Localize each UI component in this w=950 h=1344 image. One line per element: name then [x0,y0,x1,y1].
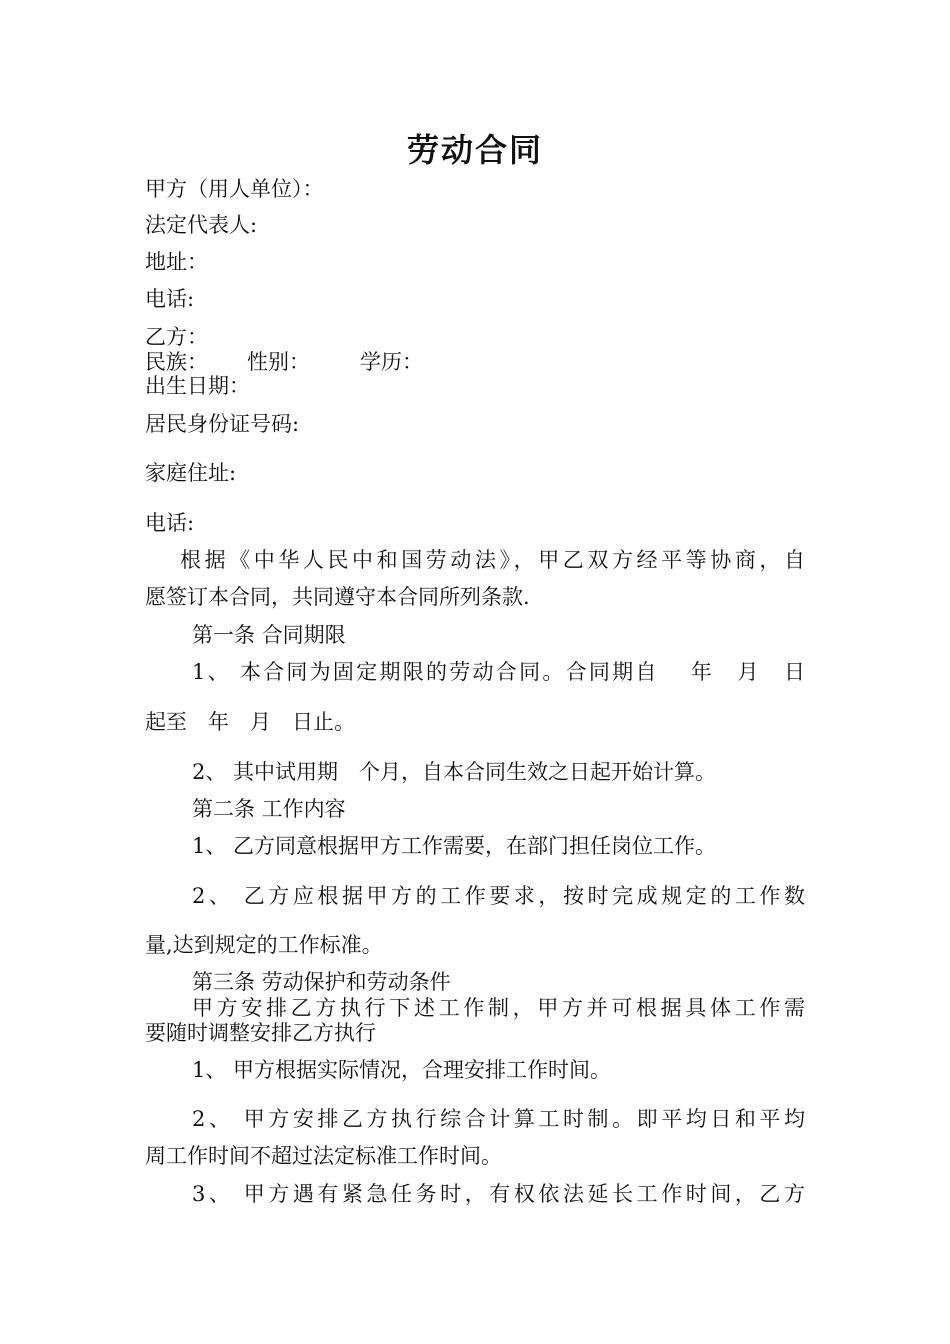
gender-field: 性别： [247,350,310,374]
article-3-item-1: 1、 甲方根据实际情况，合理安排工作时间。 [192,1058,612,1082]
article-1-item-1-line-1: 1、 本合同为固定期限的劳动合同。合同期自 年 月 日 [192,660,805,684]
id-number-field: 居民身份证号码: [145,412,300,436]
education-field: 学历： [360,350,423,374]
document-title: 劳动合同 [406,131,543,169]
article-1-item-2: 2、 其中试用期 个月，自本合同生效之日起开始计算。 [192,760,717,784]
article-2-heading: 第二条 工作内容 [192,797,346,821]
article-1-heading: 第一条 合同期限 [192,623,346,647]
preamble-line-2: 愿签订本合同，共同遵守本合同所列条款. [145,585,530,609]
employee-phone-field: 电话: [145,511,195,535]
ethnicity-field: 民族： [145,350,208,374]
article-2-item-1: 1、 乙方同意根据甲方工作需要，在部门担任岗位工作。 [192,834,717,858]
article-3-heading: 第三条 劳动保护和劳动条件 [192,970,451,994]
legal-rep-field: 法定代表人: [145,213,258,237]
article-2-item-2-line-2: 量,达到规定的工作标准。 [145,933,383,957]
employee-field: 乙方： [145,325,208,349]
article-3-intro-line-2: 要随时调整安排乙方执行 [145,1021,376,1045]
article-1-item-1-line-2: 起至 年 月 日止。 [145,710,355,734]
article-3-item-3-line-1: 3、 甲方遇有紧急任务时，有权依法延长工作时间，乙方 [192,1182,805,1206]
article-2-item-2-line-1: 2、 乙方应根据甲方的工作要求，按时完成规定的工作数 [192,884,805,908]
article-3-item-2-line-2: 周工作时间不超过法定标准工作时间。 [145,1144,502,1168]
article-3-item-2-line-1: 2、 甲方安排乙方执行综合计算工时制。即平均日和平均 [192,1107,805,1131]
preamble-line-1: 根据《中华人民中和国劳动法》，甲乙双方经平等协商，自 [180,548,805,572]
address-field: 地址： [145,250,208,274]
home-address-field: 家庭住址: [145,461,237,485]
article-3-intro-line-1: 甲方安排乙方执行下述工作制，甲方并可根据具体工作需 [192,996,805,1020]
employer-phone-field: 电话: [145,287,195,311]
birth-date-field: 出生日期： [145,374,250,398]
employer-field: 甲方（用人单位）： [145,177,324,201]
